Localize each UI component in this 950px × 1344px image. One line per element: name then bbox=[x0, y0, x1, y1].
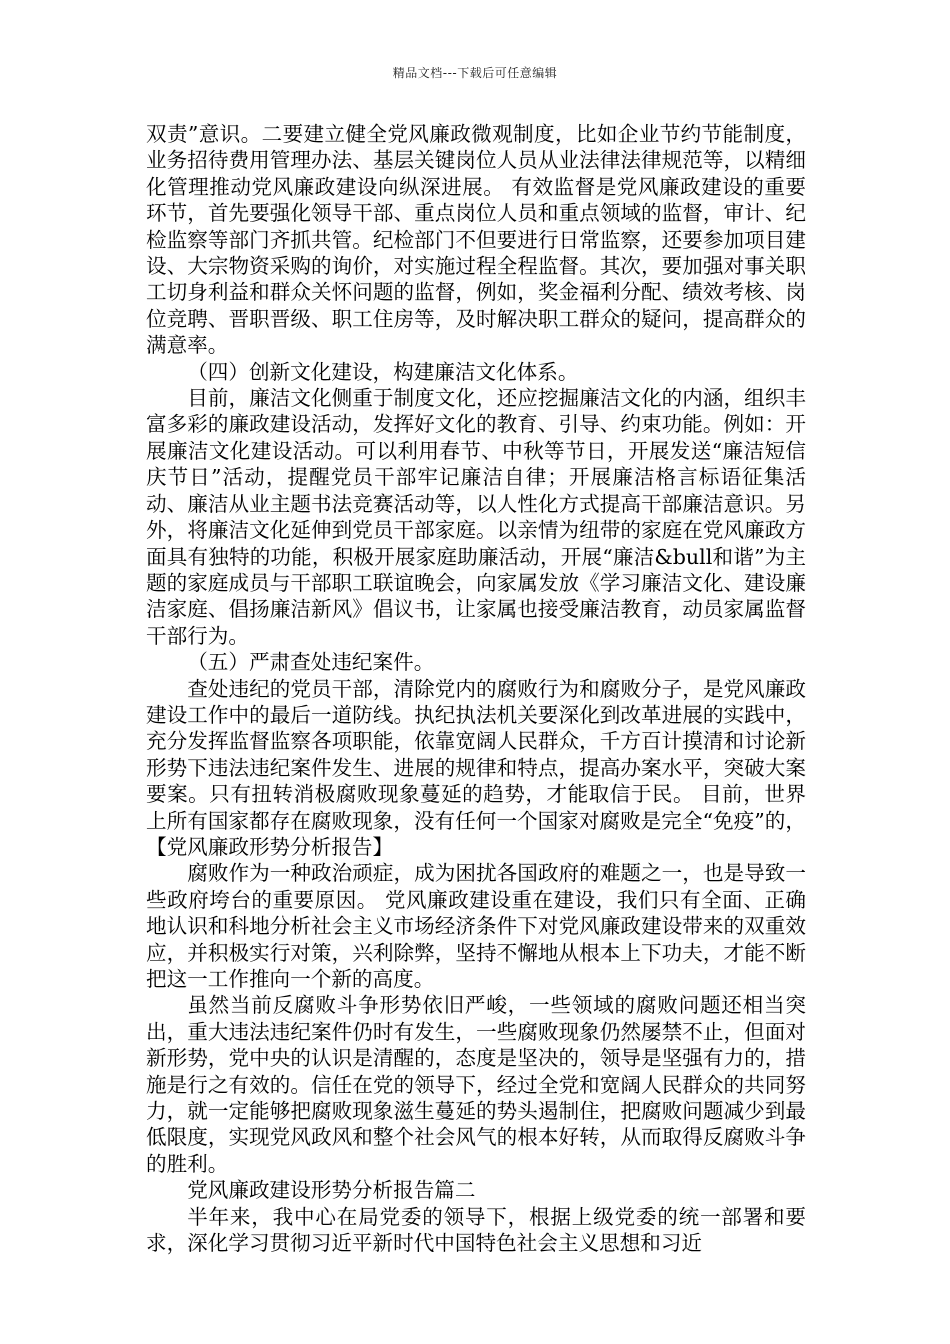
section-heading-four: （四）创新文化建设，构建廉洁文化体系。 bbox=[187, 359, 579, 384]
paragraph: 腐败作为一种政治顽症，成为困扰各国政府的难题之一，也是导致一些政府垮台的重要原因。 党风廉政建设重在建设，我们只有全面、正确地认识和科地分析社会主义市场经济条件下对党风廉政建设带来的双重效应，并积极实行对策，兴利除弊，坚持不懈地从根本上下功夫，才能不断把这一工作推向一个新的高度。 bbox=[146, 861, 806, 991]
paragraph: 虽然当前反腐败斗争形势依旧严峻，一些领域的腐败问题还相当突出，重大违法违纪案件仍时有发生，一些腐败现象仍然屡禁不止，但面对新形势，党中央的认识是清醒的，态度是坚决的，领导是坚强有力的，措施是行之有效的。信任在党的领导下，经过全党和宽阔人民群众的共同努力，就一定能够把腐败现象滋生蔓延的势头遏制住，把腐败问题减少到最低限度，实现党风政风和整个社会风气的根本好转，从而取得反腐败斗争的胜利。 bbox=[146, 993, 806, 1176]
paragraph: 查处违纪的党员干部，清除党内的腐败行为和腐败分子，是党风廉政建设工作中的最后一道防线。执纪执法机关要深化到改革进展的实践中，充分发挥监督监察各项职能，依靠宽阔人民群众，千方百计摸清和讨论新形势下违法违纪案件发生、进展的规律和特点，提高办案水平，突破大案要案。只有扭转消极腐败现象蔓延的趋势，才能取信于民。 目前，世界上所有国家都存在腐败现象，没有任何一个国家对腐败是完全“免疫”的，【党风廉政形势分析报告】 bbox=[146, 676, 806, 859]
page-header: 精品文档---下载后可任意编辑 bbox=[392, 66, 558, 80]
section-heading-five: （五）严肃查处违纪案件。 bbox=[187, 650, 435, 675]
article-subtitle: 党风廉政建设形势分析报告篇二 bbox=[187, 1178, 476, 1203]
document-body bbox=[146, 121, 806, 1256]
paragraph: 半年来，我中心在局党委的领导下，根据上级党委的统一部署和要求，深化学习贯彻习近平新时代中国特色社会主义思想和习近 bbox=[146, 1204, 806, 1256]
paragraph: 目前，廉洁文化侧重于制度文化，还应挖掘廉洁文化的内涵，组织丰富多彩的廉政建设活动，发挥好文化的教育、引导、约束功能。例如：开展廉洁文化建设活动。可以利用春节、中秋等节日，开展发送“廉洁短信庆节日”活动，提醒党员干部牢记廉洁自律；开展廉洁格言标语征集活动、廉洁从业主题书法竞赛活动等，以人性化方式提高干部廉洁意识。另外，将廉洁文化延伸到党员干部家庭。以亲情为纽带的家庭在党风廉政方面具有独特的功能，积极开展家庭助廉活动，开展“廉洁&bull和谐”为主题的家庭成员与干部职工联谊晚会，向家属发放《学习廉洁文化、建设廉洁家庭、倡扬廉洁新风》倡议书，让家属也接受廉洁教育，动员家属监督干部行为。 bbox=[146, 386, 806, 648]
paragraph-continuation: 双责”意识。二要建立健全党风廉政微观制度，比如企业节约节能制度，业务招待费用管理办法、基层关键岗位人员从业法律法律规范等，以精细化管理推动党风廉政建设向纵深进展。 有效监督是党风廉政建设的重要环节，首先要强化领导干部、重点岗位人员和重点领域的监督，审计、纪检监察等部门齐抓共管。纪检部门不但要进行日常监察，还要参加项目建设、大宗物资采购的询价，对实施过程全程监督。其次，要加强对事关职工切身利益和群众关怀问题的监督，例如，奖金福利分配、绩效考核、岗位竞聘、晋职晋级、职工住房等，及时解决职工群众的疑问，提高群众的满意率。 bbox=[146, 122, 806, 358]
